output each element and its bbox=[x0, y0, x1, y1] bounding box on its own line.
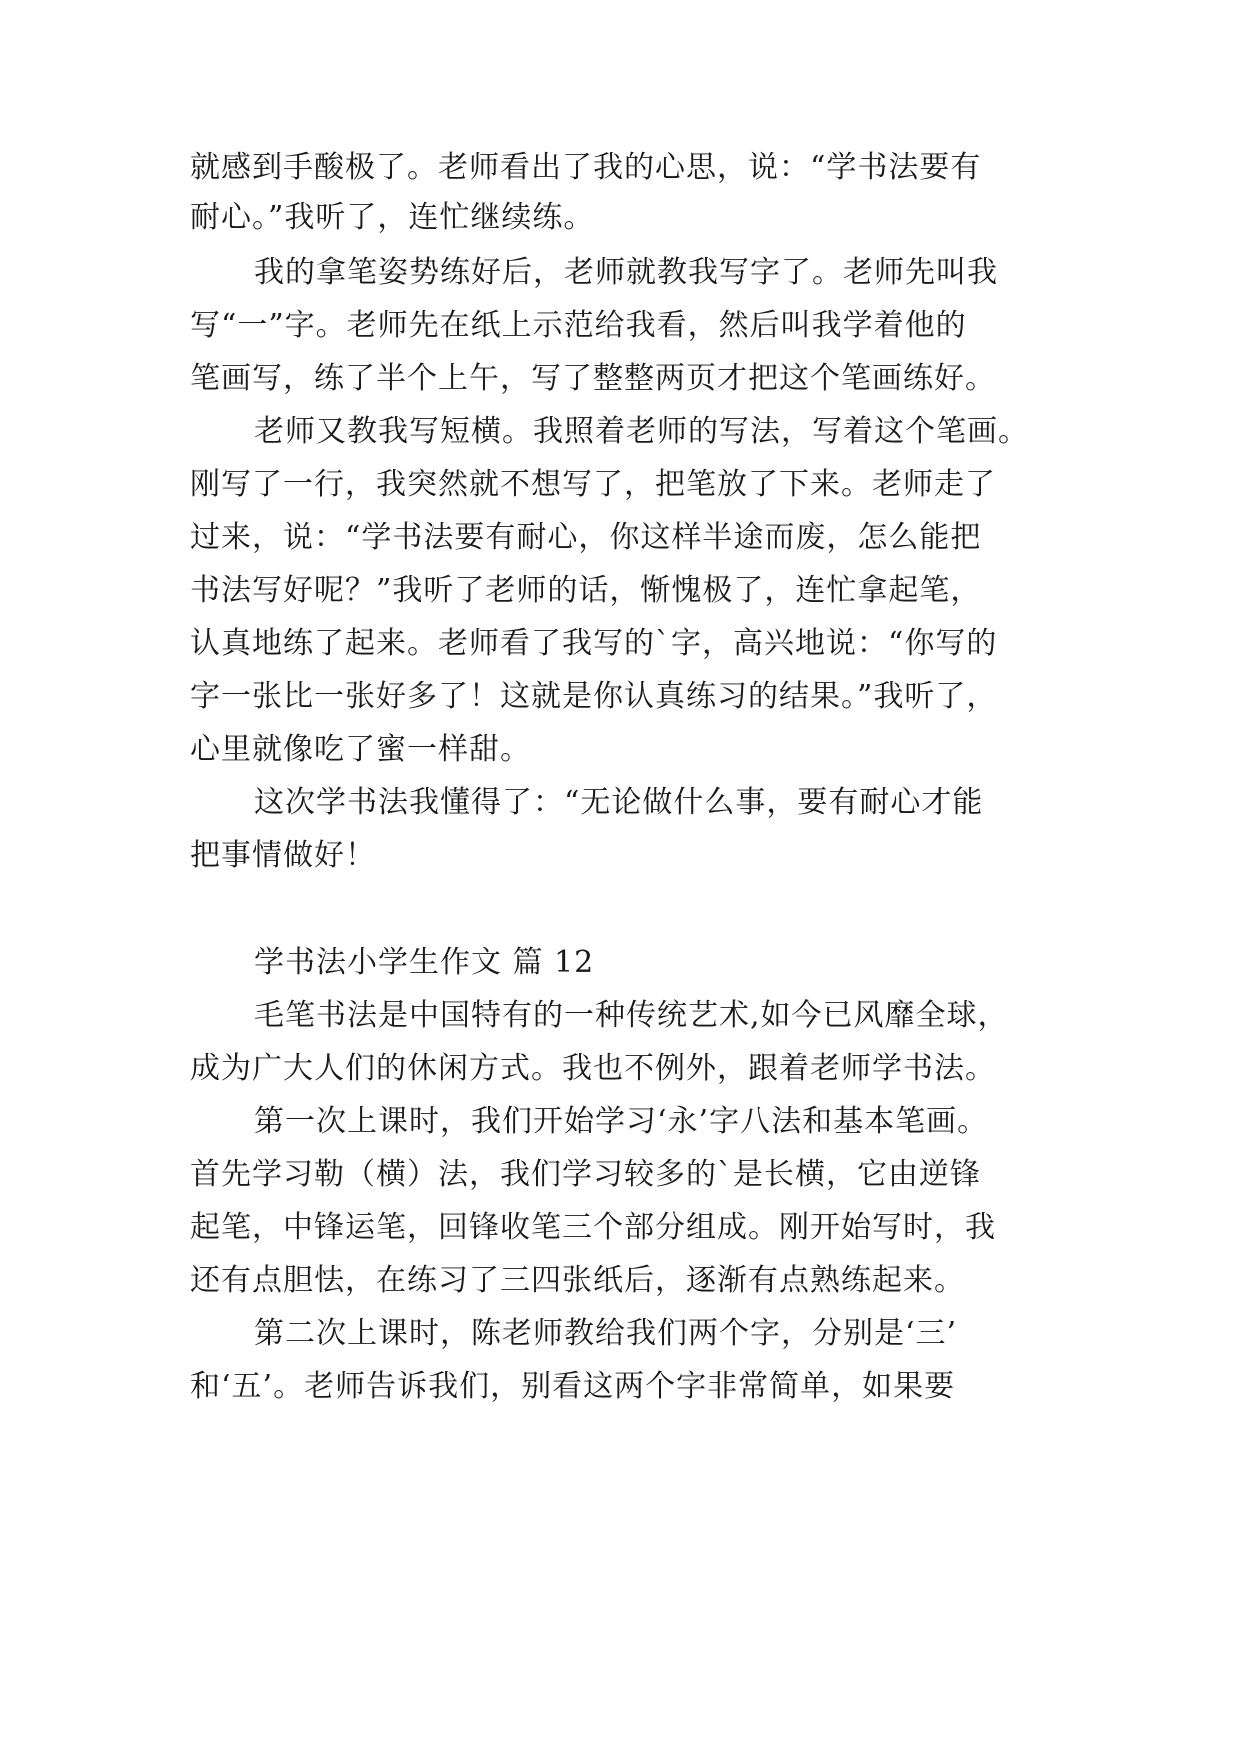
paragraph-line: 第一次上课时，我们开始学习‘永’字八法和基本笔画。 bbox=[254, 1104, 989, 1139]
paragraph-line: 笔画写，练了半个上午，写了整整两页才把这个笔画练好。 bbox=[190, 361, 996, 396]
paragraph-line: 起笔，中锋运笔，回锋收笔三个部分组成。刚开始写时，我 bbox=[190, 1210, 996, 1245]
paragraph-line: 过来，说：“学书法要有耐心，你这样半途而废，怎么能把 bbox=[190, 520, 982, 555]
paragraph-line: 首先学习勒（横）法，我们学习较多的`是长横，它由逆锋 bbox=[190, 1157, 981, 1192]
paragraph-line: 和‘五’。老师告诉我们，别看这两个字非常简单，如果要 bbox=[190, 1369, 956, 1404]
section-heading: 学书法小学生作文 篇 12 bbox=[254, 945, 595, 980]
paragraph-line: 刚写了一行，我突然就不想写了，把笔放了下来。老师走了 bbox=[190, 467, 996, 502]
paragraph-line: 成为广大人们的休闲方式。我也不例外，跟着老师学书法。 bbox=[190, 1051, 996, 1086]
paragraph-line: 毛笔书法是中国特有的一种传统艺术,如今已风靡全球， bbox=[254, 998, 1009, 1033]
paragraph-line: 认真地练了起来。老师看了我写的`字，高兴地说：“你写的 bbox=[190, 626, 998, 661]
paragraph-line: 我的拿笔姿势练好后，老师就教我写字了。老师先叫我 bbox=[254, 255, 998, 290]
paragraph-line: 写“一”字。老师先在纸上示范给我看，然后叫我学着他的 bbox=[190, 308, 967, 343]
paragraph-line: 耐心。”我听了，连忙继续练。 bbox=[190, 200, 595, 235]
paragraph-line: 第二次上课时，陈老师教给我们两个字，分别是‘三’ bbox=[254, 1316, 958, 1351]
paragraph-line: 还有点胆怯，在练习了三四张纸后，逐渐有点熟练起来。 bbox=[190, 1263, 965, 1298]
paragraph-line: 心里就像吃了蜜一样甜。 bbox=[190, 732, 531, 767]
paragraph-line: 就感到手酸极了。老师看出了我的心思，说：“学书法要有 bbox=[190, 150, 982, 185]
paragraph-line: 这次学书法我懂得了：“无论做什么事，要有耐心才能 bbox=[254, 785, 984, 820]
paragraph-line: 书法写好呢？”我听了老师的话，惭愧极了，连忙拿起笔， bbox=[190, 573, 982, 608]
paragraph-line: 老师又教我写短横。我照着老师的写法，写着这个笔画。 bbox=[254, 414, 1029, 449]
paragraph-line: 把事情做好！ bbox=[190, 838, 376, 873]
paragraph-line: 字一张比一张好多了！这就是你认真练习的结果。”我听了， bbox=[190, 679, 998, 714]
